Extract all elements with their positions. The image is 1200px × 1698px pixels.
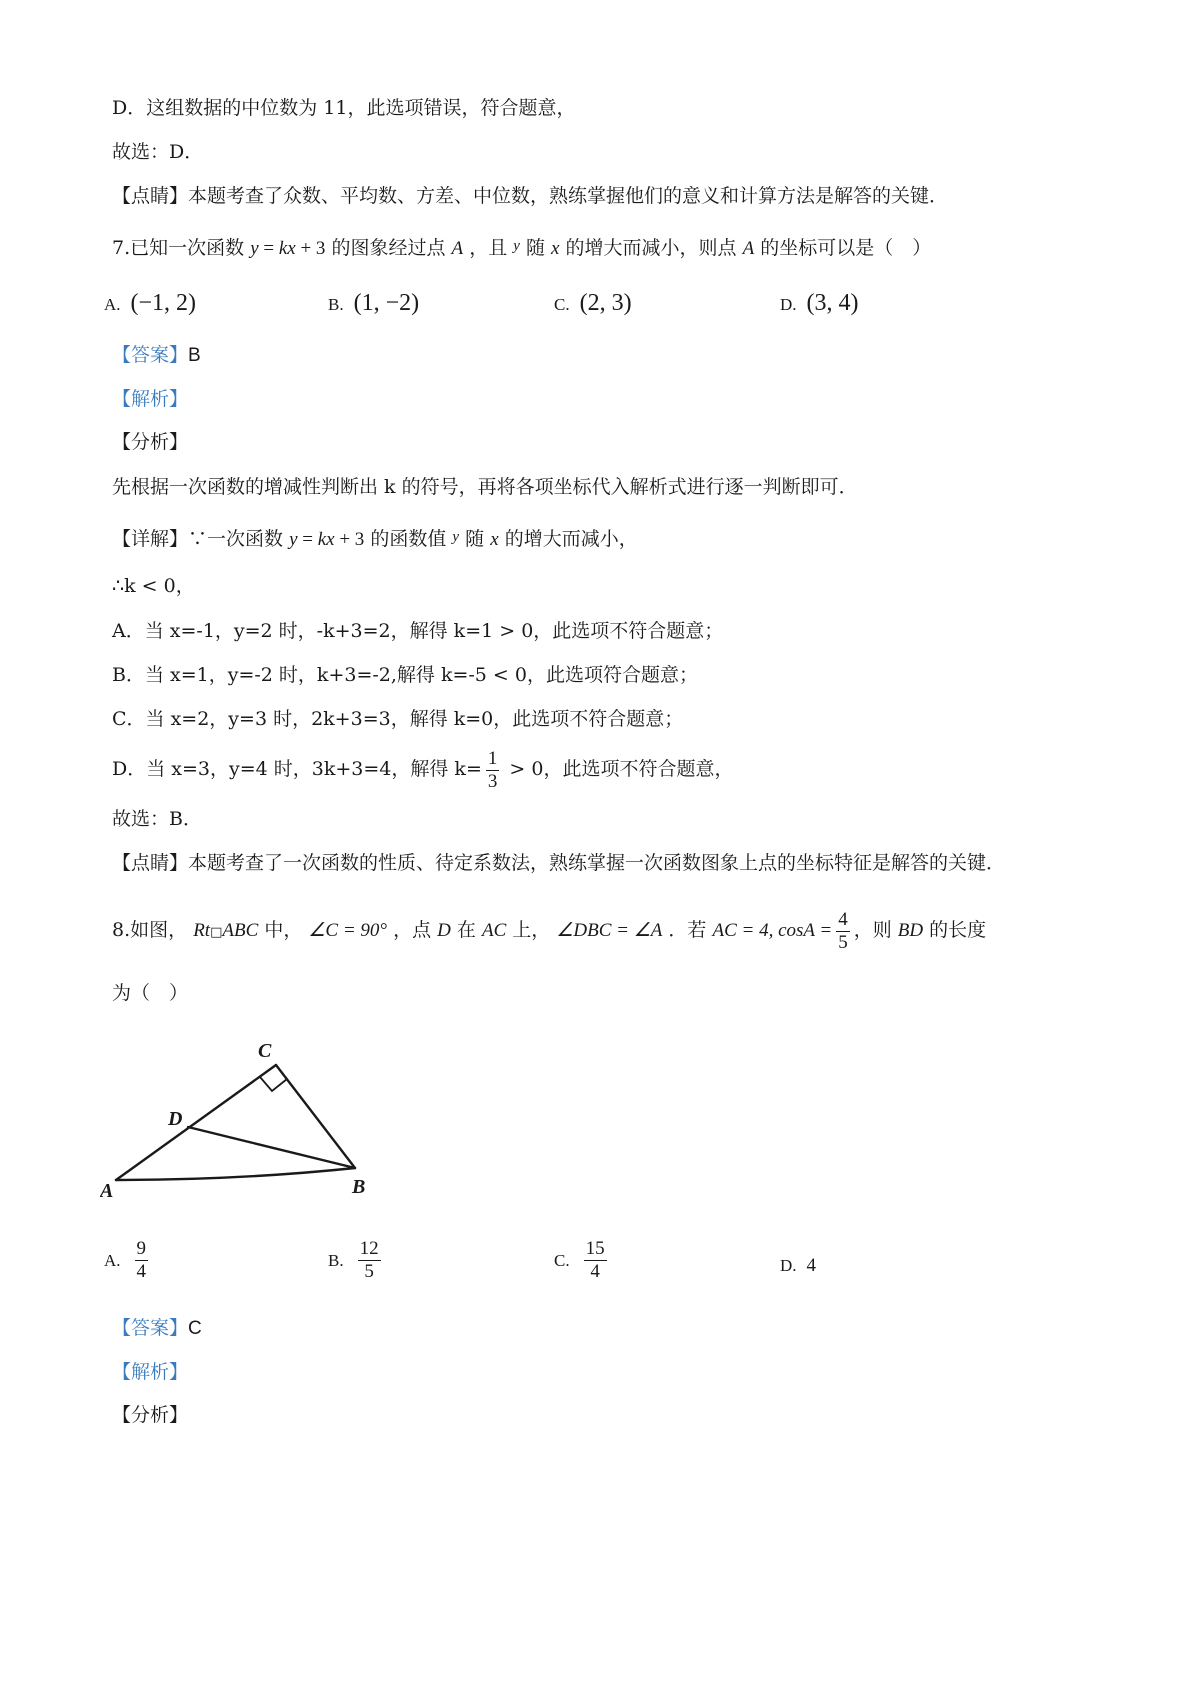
triangle-figure <box>100 1030 400 1200</box>
q8-option-d: D. 4 <box>780 1255 817 1276</box>
q8-fenxi-tag: 【分析】 <box>112 1404 189 1426</box>
q7-step-d: D．当 x=3，y=4 时，3k+3=4，解得 k= $\frac{1}{3}$ > 0，此选项不符合题意， <box>112 747 734 792</box>
q8-stem: 8.如图， Rt□ABC 中， ∠C = 90° ，点 D 在 AC 上， ∠DBC = ∠A ．若 AC = 4, cosA = $\frac{4}{5}$ ，则 BD 的长度 <box>112 908 987 953</box>
segment-db <box>188 1127 355 1168</box>
q8-option-b: B. $\frac{12}{5}$ <box>328 1238 379 1282</box>
q7-option-a: A. (−1, 2) <box>104 290 197 316</box>
q7-step-b: B．当 x=1，y=-2 时，k+3=-2,解得 k=-5 < 0，此选项符合题意； <box>112 664 698 686</box>
segment-ab <box>116 1168 355 1180</box>
q7-analysis-tag: 【解析】 <box>112 388 189 410</box>
label-a: A <box>100 1180 114 1200</box>
q7-option-b: B. (1, −2) <box>328 290 420 316</box>
q8-answer: 【答案】C <box>112 1317 202 1339</box>
q7-detail: 【详解】∵一次函数 y = kx + 3 的函数值 $^y$ 随 x 的增大而减小， <box>112 528 638 550</box>
q8-analysis-tag: 【解析】 <box>112 1361 189 1383</box>
q7-step-a: A．当 x=-1，y=2 时，-k+3=2，解得 k=1 > 0，此选项不符合题意； <box>112 620 724 642</box>
label-b: B <box>352 1176 366 1198</box>
q7-answer: 【答案】B <box>112 344 201 366</box>
q6-option-d-line: D．这组数据的中位数为 11，此选项错误，符合题意， <box>112 97 576 119</box>
q8-stem-cont: 为（ ） <box>112 982 189 1004</box>
q7-step-c: C．当 x=2，y=3 时，2k+3=3，解得 k=0，此选项不符合题意； <box>112 708 684 730</box>
segment-ac <box>116 1065 276 1180</box>
label-d: D <box>168 1108 183 1130</box>
q7-choice: 故选：B． <box>112 808 202 830</box>
fraction-four-fifths: $\frac{4}{5}$ <box>838 908 848 953</box>
label-c: C <box>258 1040 272 1062</box>
q6-choice: 故选：D． <box>112 141 204 163</box>
q7-therefore: ∴k < 0， <box>112 575 195 597</box>
q8-option-c: C. $\frac{15}{4}$ <box>554 1238 605 1282</box>
q8-option-a: A. $\frac{9}{4}$ <box>104 1238 147 1282</box>
q7-fenxi-text: 先根据一次函数的增减性判断出 k 的符号，再将各项坐标代入解析式进行逐一判断即可． <box>112 476 858 498</box>
q7-option-c: C. (2, 3) <box>554 290 632 316</box>
q7-fenxi-tag: 【分析】 <box>112 431 189 453</box>
q7-option-d: D. (3, 4) <box>780 290 859 316</box>
q6-remark: 【点睛】本题考查了众数、平均数、方差、中位数，熟练掌握他们的意义和计算方法是解答的关键． <box>112 185 949 207</box>
right-angle-mark <box>260 1077 287 1091</box>
q7-remark: 【点睛】本题考查了一次函数的性质、待定系数法，熟练掌握一次函数图象上点的坐标特征是解答的关键． <box>112 852 1006 874</box>
fraction-one-third: $\frac{1}{3}$ <box>487 747 498 792</box>
q7-stem: 7.已知一次函数 y = kx + 3 的图象经过点 A ，且 $^y$ 随 x 的增大而减小，则点 A 的坐标可以是（ ） <box>112 237 932 259</box>
